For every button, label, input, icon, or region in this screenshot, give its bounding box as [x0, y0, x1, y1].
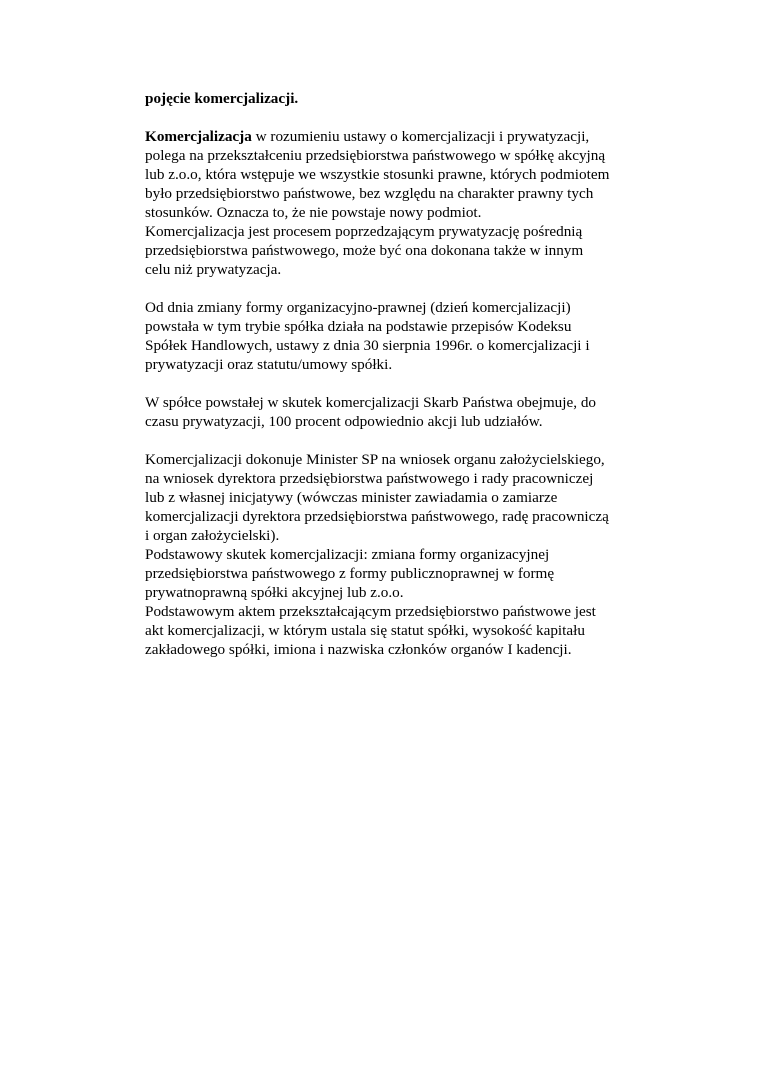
- paragraph-gap: [145, 108, 625, 127]
- text-line: lub z.o.o, która wstępuje we wszystkie stosunki prawne, których podmiotem: [145, 166, 610, 183]
- text-line: polega na przekształceniu przedsiębiorstwa państwowego w spółkę akcyjną: [145, 147, 606, 164]
- text-line: i organ założycielski).: [145, 527, 280, 544]
- text-line: Komercjalizacja jest procesem poprzedzającym prywatyzację pośrednią: [145, 223, 583, 240]
- paragraph-procedure: [145, 450, 625, 659]
- text-line: lub z własnej inicjatywy (wówczas minister zawiadamia o zamiarze: [145, 489, 558, 506]
- paragraph-legal-basis: [145, 298, 625, 374]
- defined-term: Komercjalizacja: [145, 128, 252, 145]
- text-line: na wniosek dyrektora przedsiębiorstwa państwowego i rady pracowniczej: [145, 470, 594, 487]
- text-line: W spółce powstałej w skutek komercjalizacji Skarb Państwa obejmuje, do: [145, 394, 597, 411]
- text-line: zakładowego spółki, imiona i nazwiska członków organów I kadencji.: [145, 641, 572, 658]
- paragraph-gap: [145, 374, 625, 393]
- paragraph-definition: [145, 127, 625, 279]
- text-line: Komercjalizacji dokonuje Minister SP na wniosek organu założycielskiego,: [145, 451, 605, 468]
- text-line: Od dnia zmiany formy organizacyjno-prawnej (dzień komercjalizacji): [145, 299, 571, 316]
- text-line: czasu prywatyzacji, 100 procent odpowiednio akcji lub udziałów.: [145, 413, 543, 430]
- text-line: [145, 127, 625, 146]
- text-line: prywatnoprawną spółki akcyjnej lub z.o.o.: [145, 584, 404, 601]
- text-line: Podstawowy skutek komercjalizacji: zmiana formy organizacyjnej: [145, 546, 550, 563]
- paragraph-gap: [145, 279, 625, 298]
- text-line: przedsiębiorstwa państwowego, może być ona dokonana także w innym: [145, 242, 584, 259]
- text-line: akt komercjalizacji, w którym ustala się statut spółki, wysokość kapitału: [145, 622, 585, 639]
- text-line: Podstawowym aktem przekształcającym przedsiębiorstwo państwowe jest: [145, 603, 596, 620]
- text-line: prywatyzacji oraz statutu/umowy spółki.: [145, 356, 393, 373]
- text-line-rest: w rozumieniu ustawy o komercjalizacji i prywatyzacji,: [251, 128, 590, 145]
- text-line: przedsiębiorstwa państwowego z formy publicznoprawnej w formę: [145, 565, 555, 582]
- text-line: komercjalizacji dyrektora przedsiębiorstwa państwowego, radę pracowniczą: [145, 508, 609, 525]
- document-heading: pojęcie komercjalizacji.: [145, 90, 299, 107]
- paragraph-treasury: [145, 393, 625, 431]
- document-body: [145, 89, 625, 659]
- text-line: celu niż prywatyzacja.: [145, 261, 282, 278]
- paragraph-gap: [145, 431, 625, 450]
- text-line: było przedsiębiorstwo państwowe, bez względu na charakter prawny tych: [145, 185, 594, 202]
- text-line: powstała w tym trybie spółka działa na podstawie przepisów Kodeksu: [145, 318, 572, 335]
- text-line: stosunków. Oznacza to, że nie powstaje nowy podmiot.: [145, 204, 482, 221]
- text-line: Spółek Handlowych, ustawy z dnia 30 sierpnia 1996r. o komercjalizacji i: [145, 337, 590, 354]
